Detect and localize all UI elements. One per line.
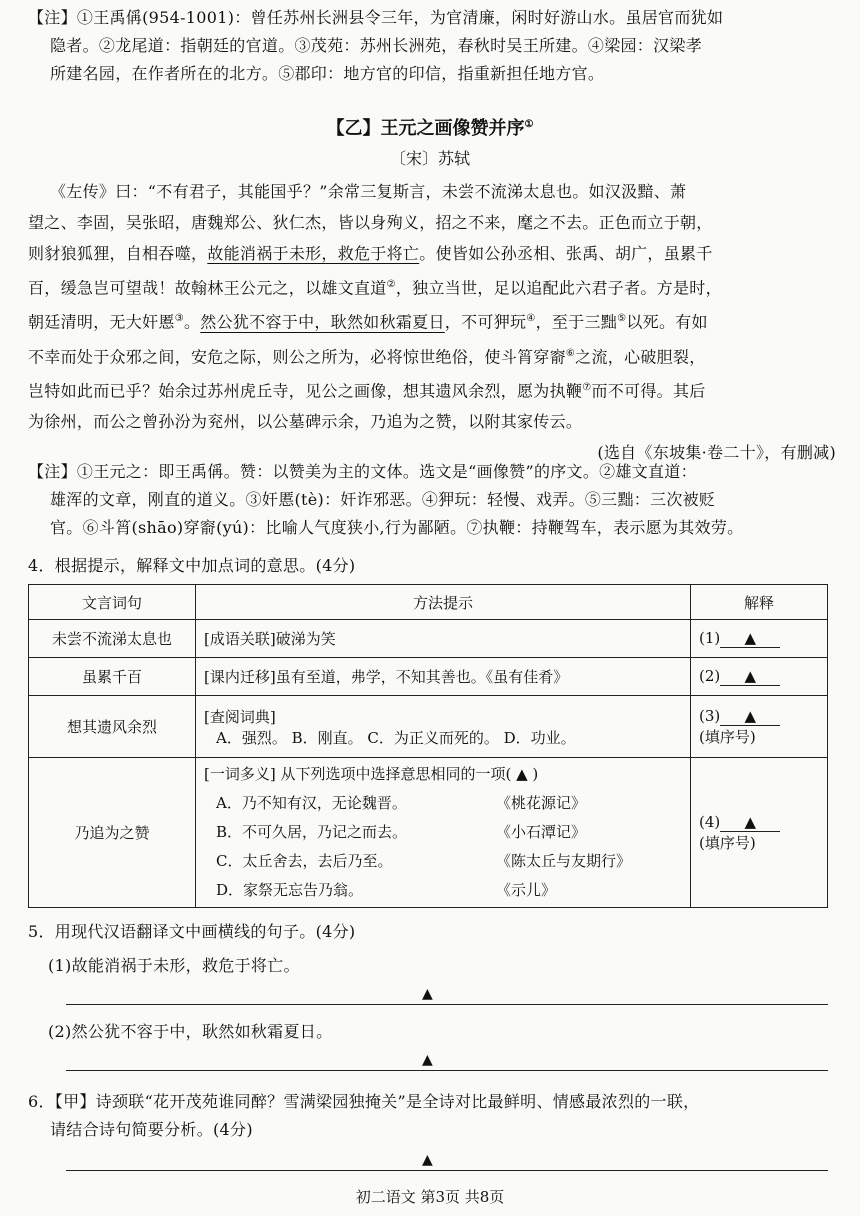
passage-yi-body <box>28 176 836 468</box>
q4-table <box>28 584 828 908</box>
notes-jia <box>28 4 836 88</box>
option-c: C．太丘舍去，去后乃至。 《陈太丘与友期行》 <box>216 852 632 870</box>
passage-line: 为徐州，而公之曾孙汾为兖州，以公墓碑示余，乃追为之赞，以附其家传云。 <box>28 412 583 432</box>
notes-jia-line3: 所建名园，在作者所在的北方。⑤郡印：地方官的印信，指重新担任地方官。 <box>50 64 605 83</box>
answer-marker: ▲ <box>422 1052 433 1068</box>
q6-prompt: 6．【甲】诗颈联“花开茂苑谁同醉？雪满梁园独掩关”是全诗对比最鲜明、情感最浓烈的一联， 请结合诗句简要分析。(4分) <box>28 1092 700 1139</box>
passage-line: 岂特如此而已乎？始余过苏州虎丘寺，见公之画像，想其遗风余烈，愿为执鞭⑦而不可得。其后 <box>28 381 706 401</box>
q4-header-col3: 解释 <box>691 585 828 620</box>
q5-sentence-2: (2)然公犹不容于中，耿然如秋霜夏日。 <box>48 1022 333 1041</box>
q4-hint: [成语关联]破涕为笑 <box>196 620 691 658</box>
q4-phrase: 想其遗风余烈 <box>29 696 196 758</box>
passage-line: 不幸而处于众邪之间，安危之际，则公之所为，必将惊世绝俗，使斗筲穿窬⑥之流，心破胆裂， <box>28 346 706 366</box>
passage-line: 朝廷清明，无大奸慝③。然公犹不容于中，耿然如秋霜夏日，不可狎玩④，至于三黜⑤以死。有如 <box>28 312 708 332</box>
notes-yi-line2: 雄浑的文章，刚直的道义。③奸慝(tè)：奸诈邪恶。④狎玩：轻慢、戏弄。⑤三黜：三次被贬 <box>50 490 716 509</box>
underlined-sentence-2: 然公犹不容于中，耿然如秋霜夏日 <box>200 312 445 332</box>
q5-answer-line-1[interactable] <box>66 1004 828 1005</box>
passage-line: 则豺狼狐狸，自相吞噬，故能消祸于未形，救危于将亡。使皆如公孙丞相、张禹、胡广，虽累千 <box>28 244 713 263</box>
answer-marker: ▲ <box>422 986 433 1002</box>
q4-header-row <box>29 585 828 620</box>
q5-prompt: 5．用现代汉语翻译文中画横线的句子。(4分) <box>28 922 356 941</box>
answer-marker: ▲ <box>422 1152 433 1168</box>
passage-line: 望之、李固，吴张昭，唐魏郑公、狄仁杰，皆以身殉义，招之不来，麾之不去。正色而立于朝， <box>28 213 713 232</box>
q6-answer-line[interactable] <box>66 1170 828 1171</box>
notes-jia-line2: 隐者。②龙尾道：指朝廷的官道。③茂苑：苏州长洲苑，春秋时吴王所建。④梁园：汉梁孝 <box>50 36 703 55</box>
q4-hint: [一词多义] 从下列选项中选择意思相同的一项( ▲ ) A．乃不知有汉，无论魏晋。 《桃花源记》 B．不可久居，乃记之而去。 《小石潭记》 C．太丘舍去，去后乃至。 《陈太丘与友期行》 D．家祭无忘告乃翁。 《示儿》 <box>196 758 691 908</box>
table-row <box>29 620 828 658</box>
q4-hint: [课内迁移]虽有至道，弗学，不知其善也。《虽有佳肴》 <box>196 658 691 696</box>
notes-yi <box>28 458 836 542</box>
notes-jia-line1: 【注】①王禹偁(954-1001)：曾任苏州长洲县令三年，为官清廉，闲时好游山水。虽居官而犹如 <box>28 8 724 27</box>
q4-header-col2: 方法提示 <box>196 585 691 620</box>
underlined-sentence-1: 故能消祸于未形，救危于将亡 <box>207 244 420 263</box>
q4-answer-4[interactable]: (4) ▲ (填序号) <box>691 758 828 908</box>
option-b: B．不可久居，乃记之而去。 《小石潭记》 <box>216 823 587 841</box>
passage-line: 《左传》曰：“不有君子，其能国乎？”余常三复斯言，未尝不流涕太息也。如汉汲黯、萧 <box>50 182 687 201</box>
passage-yi-title: 【乙】王元之画像赞并序① <box>326 118 534 139</box>
q5-answer-line-2[interactable] <box>66 1070 828 1071</box>
table-row <box>29 696 828 758</box>
q4-phrase: 未尝不流涕太息也 <box>29 620 196 658</box>
q4-answer-2[interactable]: (2) ▲ <box>691 658 828 696</box>
passage-source: (选自《东坡集·卷二十》，有删减) <box>597 443 836 463</box>
table-row <box>29 758 828 908</box>
q5-sentence-1: (1)故能消祸于未形，救危于将亡。 <box>48 956 300 975</box>
q4-phrase: 虽累千百 <box>29 658 196 696</box>
q4-hint: [查阅词典] A．强烈。 B．刚直。 C．为正义而死的。 D．功业。 <box>196 696 691 758</box>
q4-phrase: 乃追为之赞 <box>29 758 196 908</box>
q4-prompt: 4．根据提示，解释文中加点词的意思。(4分) <box>28 556 356 575</box>
q4-header-col1: 文言词句 <box>29 585 196 620</box>
passage-yi-author: 〔宋〕苏轼 <box>389 149 470 168</box>
table-row <box>29 658 828 696</box>
passage-line: 百，缓急岂可望哉！故翰林王公元之，以雄文直道②，独立当世，足以追配此六君子者。方是时， <box>28 278 722 298</box>
notes-yi-line3: 官。⑥斗筲(shāo)穿窬(yú)：比喻人气度狭小,行为鄙陋。⑦执鞭：持鞭驾车，表示愿为其效劳。 <box>50 518 744 537</box>
notes-yi-line1: 【注】①王元之：即王禹偁。赞：以赞美为主的文体。选文是“画像赞”的序文。②雄文直道： <box>28 462 697 481</box>
q4-answer-3[interactable]: (3) ▲ (填序号) <box>691 696 828 758</box>
page-footer: 初二语文 第3页 共8页 <box>355 1188 505 1206</box>
q4-answer-1[interactable]: (1) ▲ <box>691 620 828 658</box>
option-a: A．乃不知有汉，无论魏晋。 《桃花源记》 <box>216 794 587 812</box>
option-d: D．家祭无忘告乃翁。 《示儿》 <box>216 881 557 899</box>
